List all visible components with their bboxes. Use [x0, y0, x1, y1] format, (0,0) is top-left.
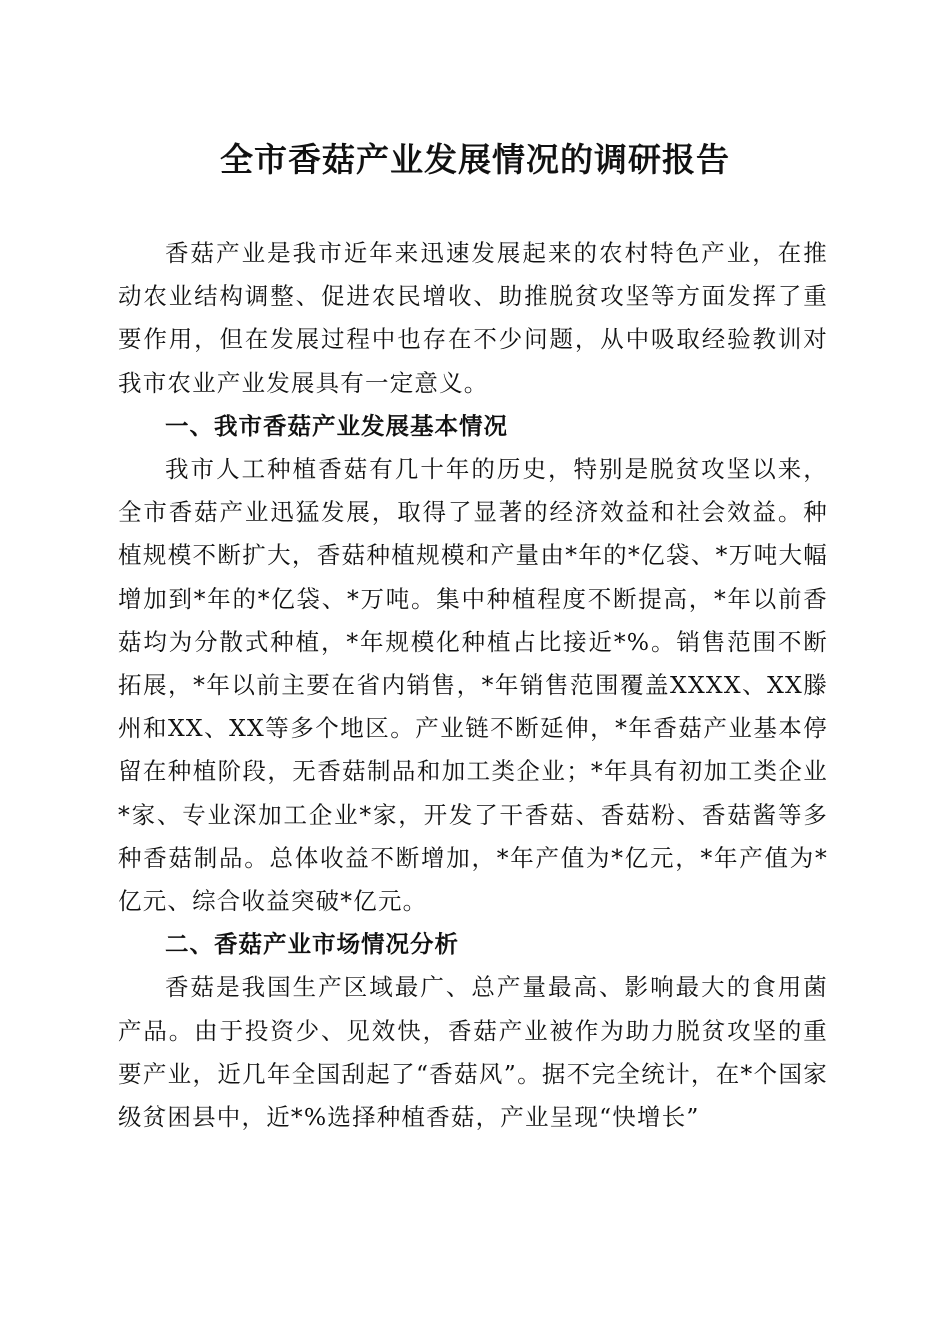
section-2-heading: 二、香菇产业市场情况分析: [165, 930, 459, 959]
document-body: [118, 232, 828, 1139]
section-2-paragraph: 香菇是我国生产区域最广、总产量最高、影响最大的食用菌产品。由于投资少、见效快，香菇产业被作为助力脱贫攻坚的重要产业，近几年全国刮起了“香菇风”。据不完全统计，在*个国家级贫困县中，近*%选择种植香菇，产业呈现“快增长”: [118, 973, 828, 1132]
section-1-paragraph: 我市人工种植香菇有几十年的历史，特别是脱贫攻坚以来，全市香菇产业迅猛发展，取得了显著的经济效益和社会效益。种植规模不断扩大，香菇种植规模和产量由*年的*亿袋、*万吨大幅增加到*年的*亿袋、*万吨。集中种植程度不断提高，*年以前香菇均为分散式种植，*年规模化种植占比接近*%。销售范围不断拓展，*年以前主要在省内销售，*年销售范围覆盖XXXX、XX滕州和XX、XX等多个地区。产业链不断延伸，*年香菇产业基本停留在种植阶段，无香菇制品和加工类企业；*年具有初加工类企业*家、专业深加工企业*家，开发了干香菇、香菇粉、香菇酱等多种香菇制品。总体收益不断增加，*年产值为*亿元，*年产值为*亿元、综合收益突破*亿元。: [118, 455, 828, 916]
document-title: 全市香菇产业发展情况的调研报告: [220, 140, 730, 179]
section-1-heading: 一、我市香菇产业发展基本情况: [165, 411, 508, 440]
intro-paragraph: 香菇产业是我市近年来迅速发展起来的农村特色产业，在推动农业结构调整、促进农民增收、助推脱贫攻坚等方面发挥了重要作用，但在发展过程中也存在不少问题，从中吸取经验教训对我市农业产业发展具有一定意义。: [118, 239, 828, 397]
